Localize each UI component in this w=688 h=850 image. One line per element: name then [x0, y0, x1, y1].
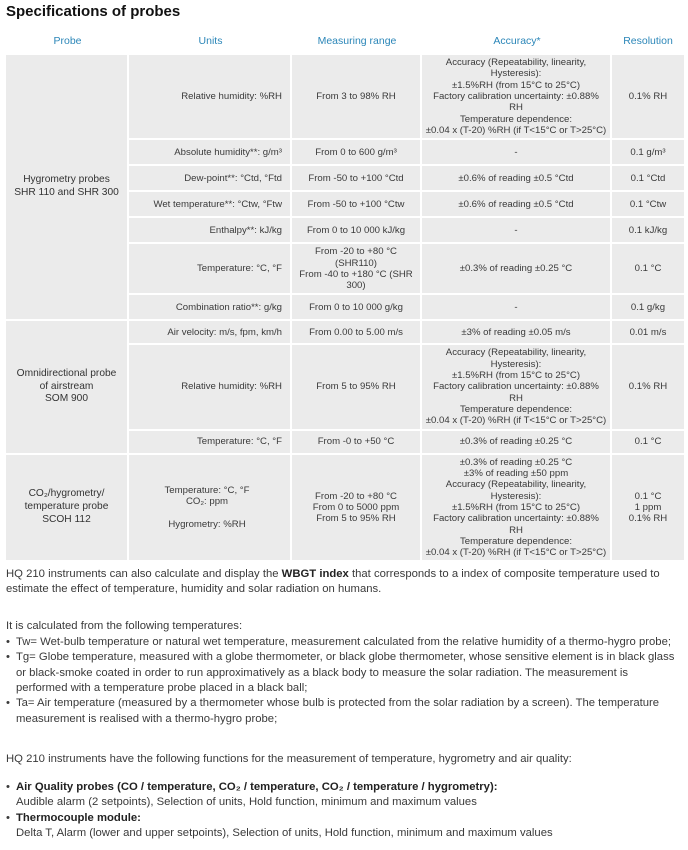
units-cell: Air velocity: m/s, fpm, km/h	[129, 321, 292, 345]
units-cell: Relative humidity: %RH	[129, 345, 292, 430]
range-cell: From 3 to 98% RH	[292, 55, 422, 140]
probe-group-co2: CO₂/hygrometry/ temperature probe SCOH 112	[6, 455, 129, 563]
units-cell: Wet temperature**: °Ctw, °Ftw	[129, 192, 292, 218]
list-item: • Ta= Air temperature (measured by a thermometer whose bulb is protected from the solar radiation by a screen). The temperature measurement is realised with a thermo-hygro probe;	[6, 696, 682, 727]
header-resolution: Resolution	[612, 29, 684, 55]
accuracy-cell: -	[422, 218, 612, 244]
units-cell: Enthalpy**: kJ/kg	[129, 218, 292, 244]
function-desc: Audible alarm (2 setpoints), Selection of units, Hold function, minimum and maximum values	[16, 796, 477, 809]
list-item: • Tw= Wet-bulb temperature or natural wet temperature, measurement calculated from the relative humidity of a thermo-hygro probe;	[6, 635, 682, 650]
header-accuracy: Accuracy*	[422, 29, 612, 55]
accuracy-cell: -	[422, 140, 612, 166]
units-cell: Temperature: °C, °F	[129, 244, 292, 295]
probe-group-hygrometry: Hygrometry probes SHR 110 and SHR 300	[6, 55, 129, 321]
accuracy-cell: Accuracy (Repeatability, linearity, Hysteresis): ±1.5%RH (from 15°C to 25°C) Factory calibration uncertainty: ±0.88% RH Temperature dependence: ±0.04 x (T-20) %RH (if T<15°C or T>25°C)	[422, 345, 612, 430]
range-cell: From 0 to 600 g/m³	[292, 140, 422, 166]
resolution-cell: 0.1 °C	[612, 431, 684, 455]
units-cell: Temperature: °C, °F	[129, 431, 292, 455]
header-range: Measuring range	[292, 29, 422, 55]
table-row	[6, 455, 684, 563]
table-row	[6, 55, 684, 140]
header-probe: Probe	[6, 29, 129, 55]
range-cell: From -0 to +50 °C	[292, 431, 422, 455]
units-cell: Dew-point**: °Ctd, °Ftd	[129, 166, 292, 192]
accuracy-cell: ±0.3% of reading ±0.25 °C	[422, 244, 612, 295]
function-title: Air Quality probes (CO / temperature, CO₂ / temperature, CO₂ / temperature / hygrometry):	[16, 781, 498, 793]
range-cell: From -50 to +100 °Ctd	[292, 166, 422, 192]
list-item: • Tg= Globe temperature, measured with a globe thermometer, or black globe thermometer, whose sensitive element is in black glass or black-smoke coated in order to run approximatively as a black body to measure the solar radiation. The measurement is performed with a temperature probe placed in a black ball;	[6, 650, 682, 696]
wbgt-paragraph: HQ 210 instruments can also calculate and display the WBGT index that corresponds to a index of composite temperature used to estimate the effect of temperature, humidity and solar radiation on humans.	[6, 568, 660, 596]
function-desc: Delta T, Alarm (lower and upper setpoints), Selection of units, Hold function, minimum and maximum values	[16, 827, 553, 840]
units-cell: Temperature: °C, °F CO₂: ppm Hygrometry: %RH	[129, 455, 292, 563]
accuracy-cell: ±0.3% of reading ±0.25 °C	[422, 431, 612, 455]
accuracy-cell: Accuracy (Repeatability, linearity, Hysteresis): ±1.5%RH (from 15°C to 25°C) Factory calibration uncertainty: ±0.88% RH Temperature dependence: ±0.04 x (T-20) %RH (if T<15°C or T>25°C)	[422, 55, 612, 140]
functions-intro: HQ 210 instruments have the following functions for the measurement of temperature, hygrometry and air quality:	[6, 753, 572, 765]
table-header-row	[6, 29, 684, 55]
probe-group-omnidirectional: Omnidirectional probe of airstream SOM 900	[6, 321, 129, 454]
resolution-cell: 0.01 m/s	[612, 321, 684, 345]
units-cell: Combination ratio**: g/kg	[129, 295, 292, 321]
resolution-cell: 0.1 g/m³	[612, 140, 684, 166]
functions-list	[6, 780, 682, 841]
list-item	[6, 811, 682, 842]
range-cell: From -20 to +80 °C From 0 to 5000 ppm From 5 to 95% RH	[292, 455, 422, 563]
accuracy-cell: -	[422, 295, 612, 321]
resolution-cell: 0.1 °Ctw	[612, 192, 684, 218]
range-cell: From 0 to 10 000 g/kg	[292, 295, 422, 321]
accuracy-cell: ±3% of reading ±0.05 m/s	[422, 321, 612, 345]
page-title: Specifications of probes	[6, 3, 181, 20]
accuracy-cell: ±0.6% of reading ±0.5 °Ctd	[422, 192, 612, 218]
temperature-list	[6, 635, 682, 727]
resolution-cell: 0.1 g/kg	[612, 295, 684, 321]
units-cell: Absolute humidity**: g/m³	[129, 140, 292, 166]
accuracy-cell: ±0.3% of reading ±0.25 °C ±3% of reading ±50 ppm Accuracy (Repeatability, linearity, Hysteresis): ±1.5%RH (from 15°C to 25°C) Factory calibration uncertainty: ±0.88% RH Temperature dependence: ±0.04 x (T-20) %RH (if T<15°C or T>25°C)	[422, 455, 612, 563]
accuracy-cell: ±0.6% of reading ±0.5 °Ctd	[422, 166, 612, 192]
header-units: Units	[129, 29, 292, 55]
range-cell: From -20 to +80 °C (SHR110) From -40 to +180 °C (SHR 300)	[292, 244, 422, 295]
range-cell: From -50 to +100 °Ctw	[292, 192, 422, 218]
range-cell: From 5 to 95% RH	[292, 345, 422, 430]
resolution-cell: 0.1 °C	[612, 244, 684, 295]
range-cell: From 0.00 to 5.00 m/s	[292, 321, 422, 345]
resolution-cell: 0.1 °C 1 ppm 0.1% RH	[612, 455, 684, 563]
units-cell: Relative humidity: %RH	[129, 55, 292, 140]
resolution-cell: 0.1 kJ/kg	[612, 218, 684, 244]
resolution-cell: 0.1% RH	[612, 345, 684, 430]
resolution-cell: 0.1 °Ctd	[612, 166, 684, 192]
range-cell: From 0 to 10 000 kJ/kg	[292, 218, 422, 244]
table-row	[6, 321, 684, 345]
calculation-intro: It is calculated from the following temperatures:	[6, 620, 243, 632]
list-item	[6, 780, 682, 811]
resolution-cell: 0.1% RH	[612, 55, 684, 140]
specifications-table	[6, 29, 684, 562]
wbgt-index-bold: WBGT index	[281, 568, 349, 580]
function-title: Thermocouple module:	[16, 811, 141, 824]
